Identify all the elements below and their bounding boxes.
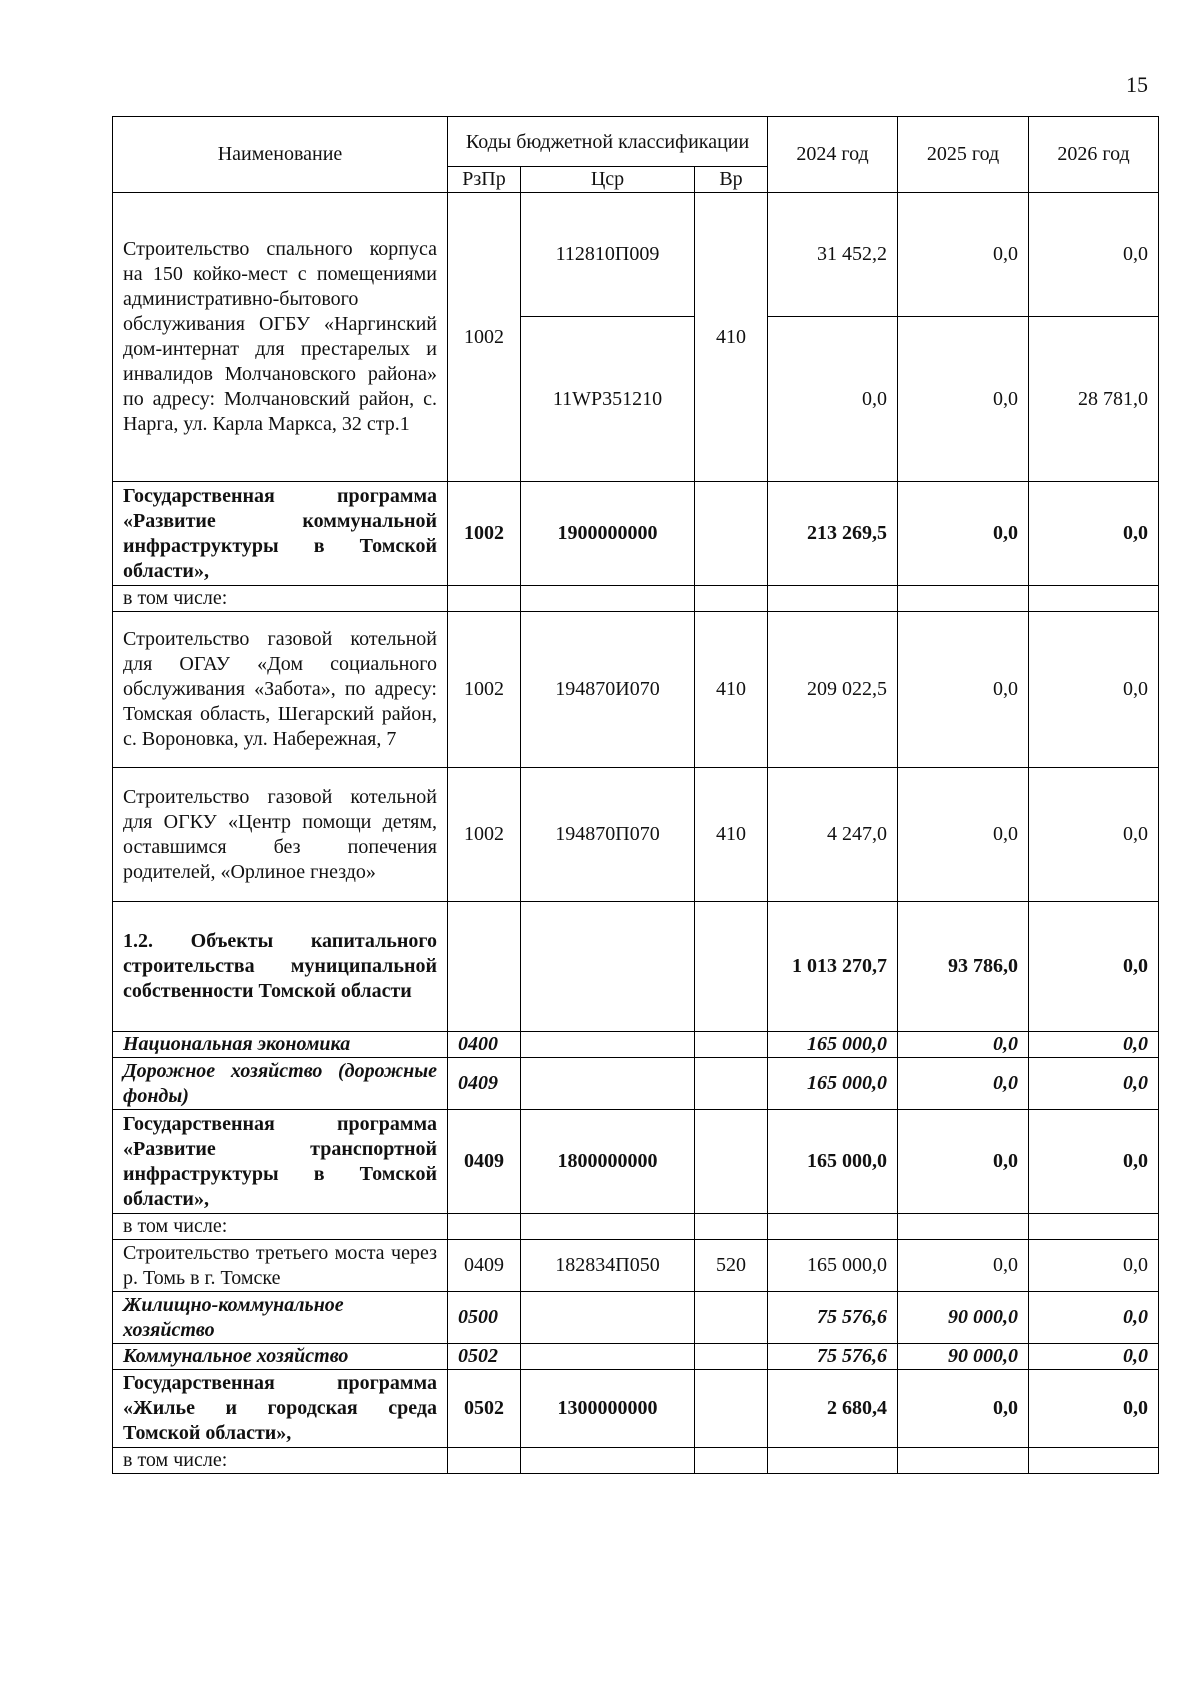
header-name: Наименование (113, 117, 448, 193)
cell-csr: 1800000000 (521, 1110, 695, 1214)
row-name: Строительство газовой котельной для ОГАУ «Дом социального обслуживания «Забота», по адресу: Томская область, Шегарский район, с. Вороновка, ул. Набережная, 7 (113, 612, 448, 768)
cell-2024: 75 576,6 (768, 1292, 898, 1344)
cell-csr: 11WP351210 (521, 317, 695, 482)
table-row (113, 1240, 1159, 1292)
cell-2026: 0,0 (1029, 1032, 1159, 1058)
cell-rzpr: 0500 (448, 1292, 521, 1344)
cell-rzpr: 0409 (448, 1058, 521, 1110)
cell-csr: 182834П050 (521, 1240, 695, 1292)
cell-vr (695, 482, 768, 586)
row-name: в том числе: (113, 586, 448, 612)
row-name: Государственная программа «Жилье и городская среда Томской области», (113, 1370, 448, 1448)
cell-2026: 0,0 (1029, 1240, 1159, 1292)
cell-2024: 0,0 (768, 317, 898, 482)
cell-2024: 165 000,0 (768, 1032, 898, 1058)
cell-2024: 4 247,0 (768, 768, 898, 902)
row-name: Государственная программа «Развитие транспортной инфраструктуры в Томской области», (113, 1110, 448, 1214)
cell-2025: 90 000,0 (898, 1344, 1029, 1370)
row-name: 1.2. Объекты капитального строительства муниципальной собственности Томской области (113, 902, 448, 1032)
cell-2025: 0,0 (898, 1110, 1029, 1214)
table-row (113, 1448, 1159, 1474)
header-2024: 2024 год (768, 117, 898, 193)
cell-csr: 112810П009 (521, 193, 695, 317)
cell-2024: 2 680,4 (768, 1370, 898, 1448)
header-csr: Цср (521, 167, 695, 193)
cell-2025: 90 000,0 (898, 1292, 1029, 1344)
table-row (113, 768, 1159, 902)
cell-rzpr: 0502 (448, 1344, 521, 1370)
table-row (113, 482, 1159, 586)
table-row (113, 193, 1159, 317)
row-name: Дорожное хозяйство (дорожные фонды) (113, 1058, 448, 1110)
cell-2025: 0,0 (898, 1240, 1029, 1292)
cell-csr: 194870П070 (521, 768, 695, 902)
table-row (113, 1110, 1159, 1214)
cell-rzpr: 0502 (448, 1370, 521, 1448)
header-codes (448, 117, 768, 167)
cell-vr: 410 (695, 768, 768, 902)
cell-2024: 165 000,0 (768, 1240, 898, 1292)
cell-2026: 0,0 (1029, 1344, 1159, 1370)
row-name: в том числе: (113, 1448, 448, 1474)
cell-2024: 1 013 270,7 (768, 902, 898, 1032)
row-name: Жилищно-коммунальное хозяйство (113, 1292, 448, 1344)
cell-2025: 0,0 (898, 193, 1029, 317)
cell-2024: 165 000,0 (768, 1058, 898, 1110)
cell-2026: 0,0 (1029, 1110, 1159, 1214)
cell-csr: 1900000000 (521, 482, 695, 586)
cell-2024: 165 000,0 (768, 1110, 898, 1214)
header-2025: 2025 год (898, 117, 1029, 193)
cell-csr: 194870И070 (521, 612, 695, 768)
cell-2026: 0,0 (1029, 193, 1159, 317)
cell-2024: 209 022,5 (768, 612, 898, 768)
cell-2026: 0,0 (1029, 1058, 1159, 1110)
row-name: Строительство газовой котельной для ОГКУ «Центр помощи детям, оставшимся без попечения родителей, «Орлиное гнездо» (113, 768, 448, 902)
cell-2025: 0,0 (898, 768, 1029, 902)
table-row (113, 1058, 1159, 1110)
cell-2025: 93 786,0 (898, 902, 1029, 1032)
table-row (113, 612, 1159, 768)
cell-vr: 410 (695, 612, 768, 768)
cell-2026: 0,0 (1029, 768, 1159, 902)
row-name: Государственная программа «Развитие коммунальной инфраструктуры в Томской области», (113, 482, 448, 586)
cell-rzpr: 1002 (448, 768, 521, 902)
table-row (113, 1214, 1159, 1240)
row-name: Национальная экономика (113, 1032, 448, 1058)
table-row (113, 902, 1159, 1032)
cell-2025: 0,0 (898, 482, 1029, 586)
cell-2025: 0,0 (898, 612, 1029, 768)
cell-2026: 0,0 (1029, 1292, 1159, 1344)
cell-2025: 0,0 (898, 1370, 1029, 1448)
cell-vr: 410 (695, 193, 768, 482)
cell-rzpr: 0400 (448, 1032, 521, 1058)
cell-2024: 31 452,2 (768, 193, 898, 317)
page-number: 15 (1126, 72, 1148, 97)
row-name: в том числе: (113, 1214, 448, 1240)
table-row (113, 586, 1159, 612)
cell-2026: 28 781,0 (1029, 317, 1159, 482)
cell-rzpr: 0409 (448, 1240, 521, 1292)
cell-2024: 213 269,5 (768, 482, 898, 586)
cell-rzpr: 1002 (448, 482, 521, 586)
header-row (113, 117, 1159, 167)
row-name: Строительство третьего моста через р. Томь в г. Томске (113, 1240, 448, 1292)
cell-rzpr: 0409 (448, 1110, 521, 1214)
header-rzpr: РзПр (448, 167, 521, 193)
cell-2026: 0,0 (1029, 902, 1159, 1032)
header-codes-label: Коды бюджетной классификации (465, 130, 750, 153)
cell-2026: 0,0 (1029, 482, 1159, 586)
row-name: Строительство спального корпуса на 150 койко-мест с помещениями административно-бытового обслуживания ОГБУ «Наргинский дом-интернат для престарелых и инвалидов Молчановского района» по адресу: Молчановский район, с. Нарга, ул. Карла Маркса, 32 стр.1 (113, 193, 448, 482)
table-row (113, 1370, 1159, 1448)
cell-csr: 1300000000 (521, 1370, 695, 1448)
cell-2025: 0,0 (898, 1058, 1029, 1110)
header-2026: 2026 год (1029, 117, 1159, 193)
table-row (113, 1344, 1159, 1370)
header-vr: Вр (695, 167, 768, 193)
cell-2026: 0,0 (1029, 612, 1159, 768)
cell-vr: 520 (695, 1240, 768, 1292)
cell-2024: 75 576,6 (768, 1344, 898, 1370)
budget-table (112, 116, 1159, 1474)
cell-rzpr: 1002 (448, 612, 521, 768)
cell-2025: 0,0 (898, 1032, 1029, 1058)
table-row (113, 1292, 1159, 1344)
cell-2025: 0,0 (898, 317, 1029, 482)
cell-rzpr: 1002 (448, 193, 521, 482)
cell-2026: 0,0 (1029, 1370, 1159, 1448)
table-row (113, 1032, 1159, 1058)
row-name: Коммунальное хозяйство (113, 1344, 448, 1370)
